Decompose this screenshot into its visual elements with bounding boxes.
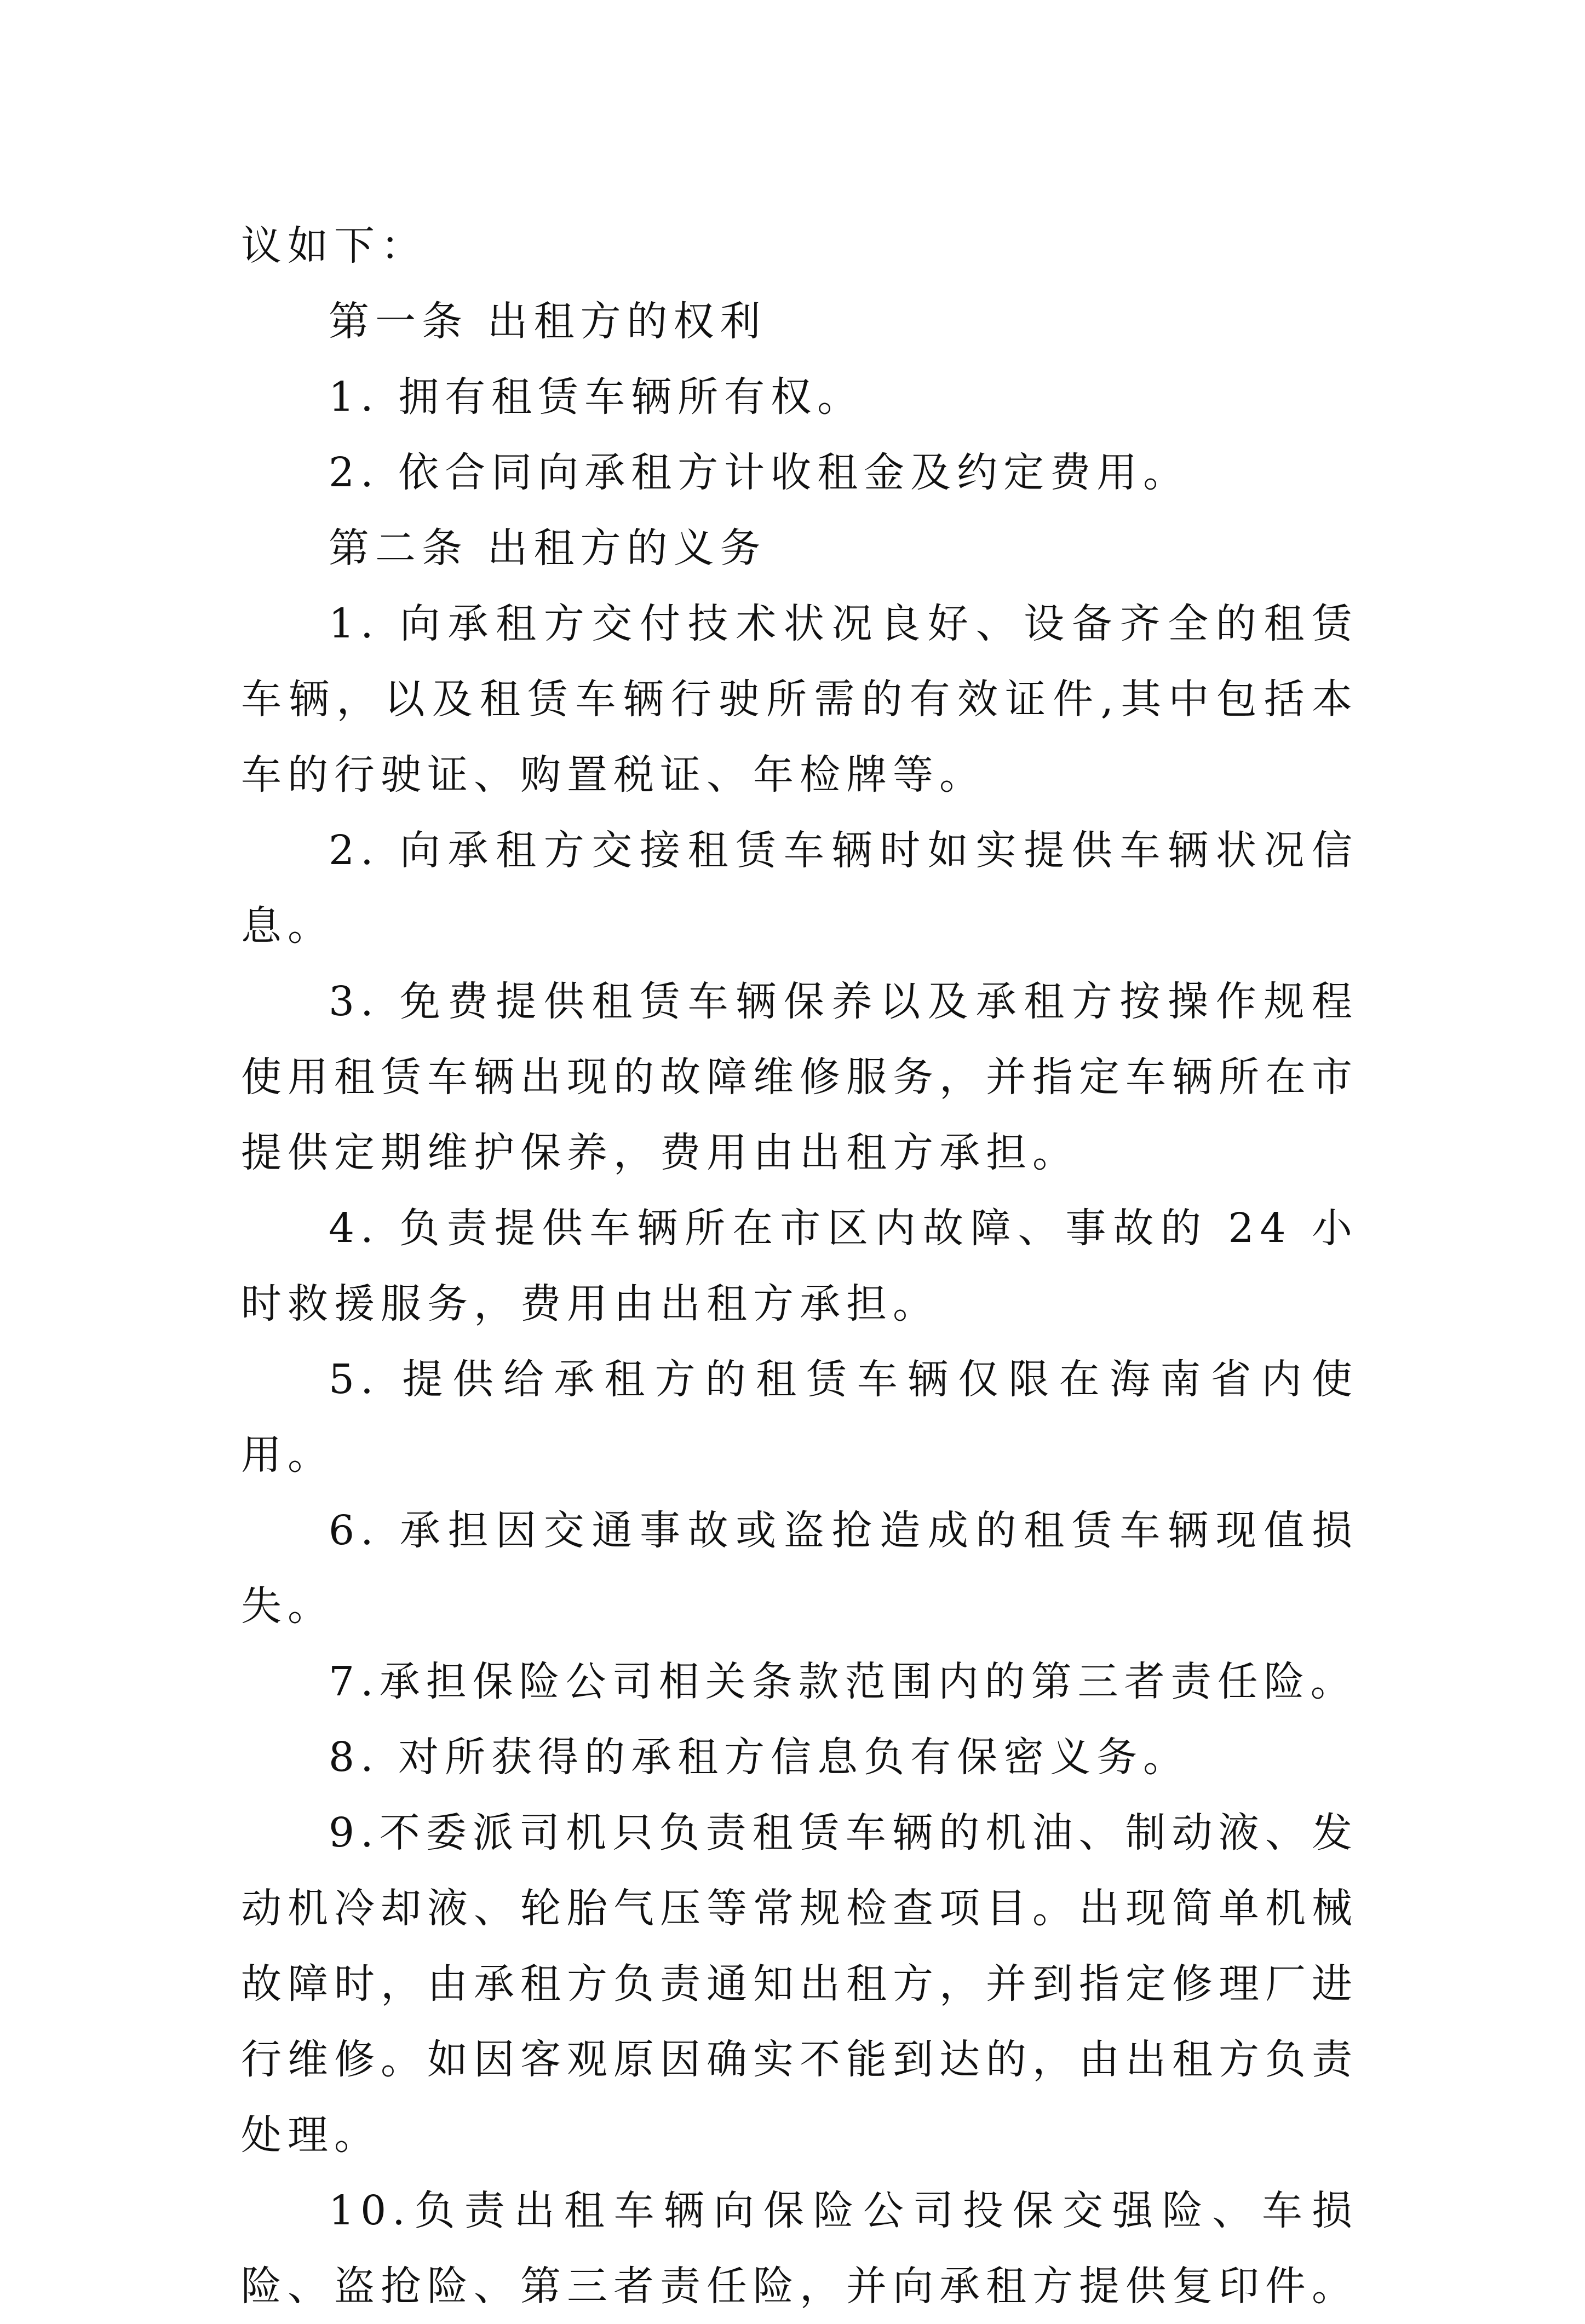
paragraph-obligations-item-7: 7.承担保险公司相关条款范围内的第三者责任险。 (329, 1658, 1357, 1705)
paragraph-obligations-item-9: 9.不委派司机只负责租赁车辆的机油、制动液、发动机冷却液、轮胎气压等常规检查项目。出现简单机械故障时，由承租方负责通知出租方，并到指定修理厂进行维修。如因客观原因确实不能到达的，由出租方负责处理。 (241, 1809, 1358, 2159)
paragraph-obligations-item-5: 5. 提供给承租方的租赁车辆仅限在海南省内使用。 (241, 1356, 1358, 1479)
section-heading-lessor-obligations: 第二条 出租方的义务 (329, 525, 767, 572)
paragraph-obligations-item-6: 6. 承担因交通事故或盗抢造成的租赁车辆现值损失。 (241, 1507, 1358, 1630)
paragraph-intro: 议如下： (241, 222, 427, 269)
section-heading-lessor-rights: 第一条 出租方的权利 (329, 298, 767, 345)
paragraph-obligations-item-10: 10.负责出租车辆向保险公司投保交强险、车损险、盗抢险、第三者责任险，并向承租方提供复印件。 (241, 2187, 1358, 2310)
paragraph-obligations-item-2: 2. 向承租方交接租赁车辆时如实提供车辆状况信息。 (241, 827, 1358, 950)
paragraph-rights-item-2: 2. 依合同向承租方计收租金及约定费用。 (329, 449, 1190, 496)
paragraph-obligations-item-3: 3. 免费提供租赁车辆保养以及承租方按操作规程使用租赁车辆出现的故障维修服务，并指定车辆所在市提供定期维护保养，费用由出租方承担。 (241, 978, 1358, 1176)
paragraph-obligations-item-4: 4. 负责提供车辆所在市区内故障、事故的 24 小时救援服务，费用由出租方承担。 (241, 1205, 1358, 1327)
paragraph-obligations-item-1: 1. 向承租方交付技术状况良好、设备齐全的租赁车辆，以及租赁车辆行驶所需的有效证件,其中包括本车的行驶证、购置税证、年检牌等。 (241, 600, 1358, 798)
paragraph-obligations-item-8: 8. 对所获得的承租方信息负有保密义务。 (329, 1734, 1190, 1781)
document-body (241, 208, 1358, 2324)
paragraph-rights-item-1: 1. 拥有租赁车辆所有权。 (329, 373, 864, 421)
